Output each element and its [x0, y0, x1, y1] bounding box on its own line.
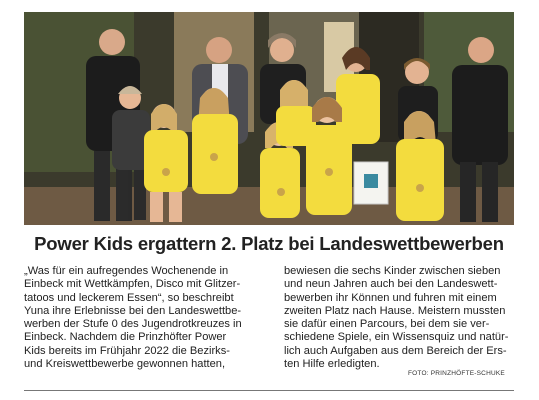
- article-divider: [24, 390, 514, 391]
- article-headline: Power Kids ergattern 2. Platz bei Landeswettbewerben: [34, 233, 504, 254]
- body-line: schiedene Spiele, ein Wissensquiz und natür-: [284, 331, 509, 344]
- body-line: und Kreiswettbewerbe gewonnen hatten,: [24, 358, 226, 371]
- body-line: Einbeck. Nachdem die Prinzhöfter Power: [24, 331, 227, 344]
- body-line: Yuna ihre Erlebnisse bei den Landeswettbe-: [24, 304, 242, 317]
- body-line: tatoos und leckerem Essen“, so beschreibt: [24, 291, 234, 304]
- body-line: zweiten Platz nach Hause. Meistern mussten: [284, 304, 506, 317]
- body-line: und neun Jahren auch bei den Landeswett-: [284, 278, 498, 291]
- photo-credit: FOTO: PRINZHÖFTE-SCHUKE: [408, 370, 505, 377]
- body-line: sie dafür einen Parcours, bei dem sie ver-: [284, 318, 490, 331]
- body-line: „Was für ein aufregendes Wochenende in: [24, 265, 229, 277]
- body-line: bewiesen die sechs Kinder zwischen sieben: [284, 265, 501, 277]
- body-line: lich auch Aufgaben aus dem Bereich der Ers-: [284, 344, 507, 357]
- article-body-left-column: [24, 265, 264, 371]
- body-line: Einbeck mit Wettkämpfen, Disco mit Glitzer-: [24, 278, 241, 291]
- body-line: ten Hilfe erledigten.: [284, 358, 380, 371]
- article-body-right-column: [284, 265, 524, 371]
- body-line: Kids bereits im Frühjahr 2022 die Bezirks-: [24, 344, 230, 357]
- body-line: bewerben ihr Können und fuhren mit einem: [284, 291, 497, 304]
- article-photo: [24, 12, 514, 225]
- group-photo-illustration: [24, 12, 514, 225]
- body-line: werben der Stufe 0 des Jugendrotkreuzes in: [24, 318, 242, 331]
